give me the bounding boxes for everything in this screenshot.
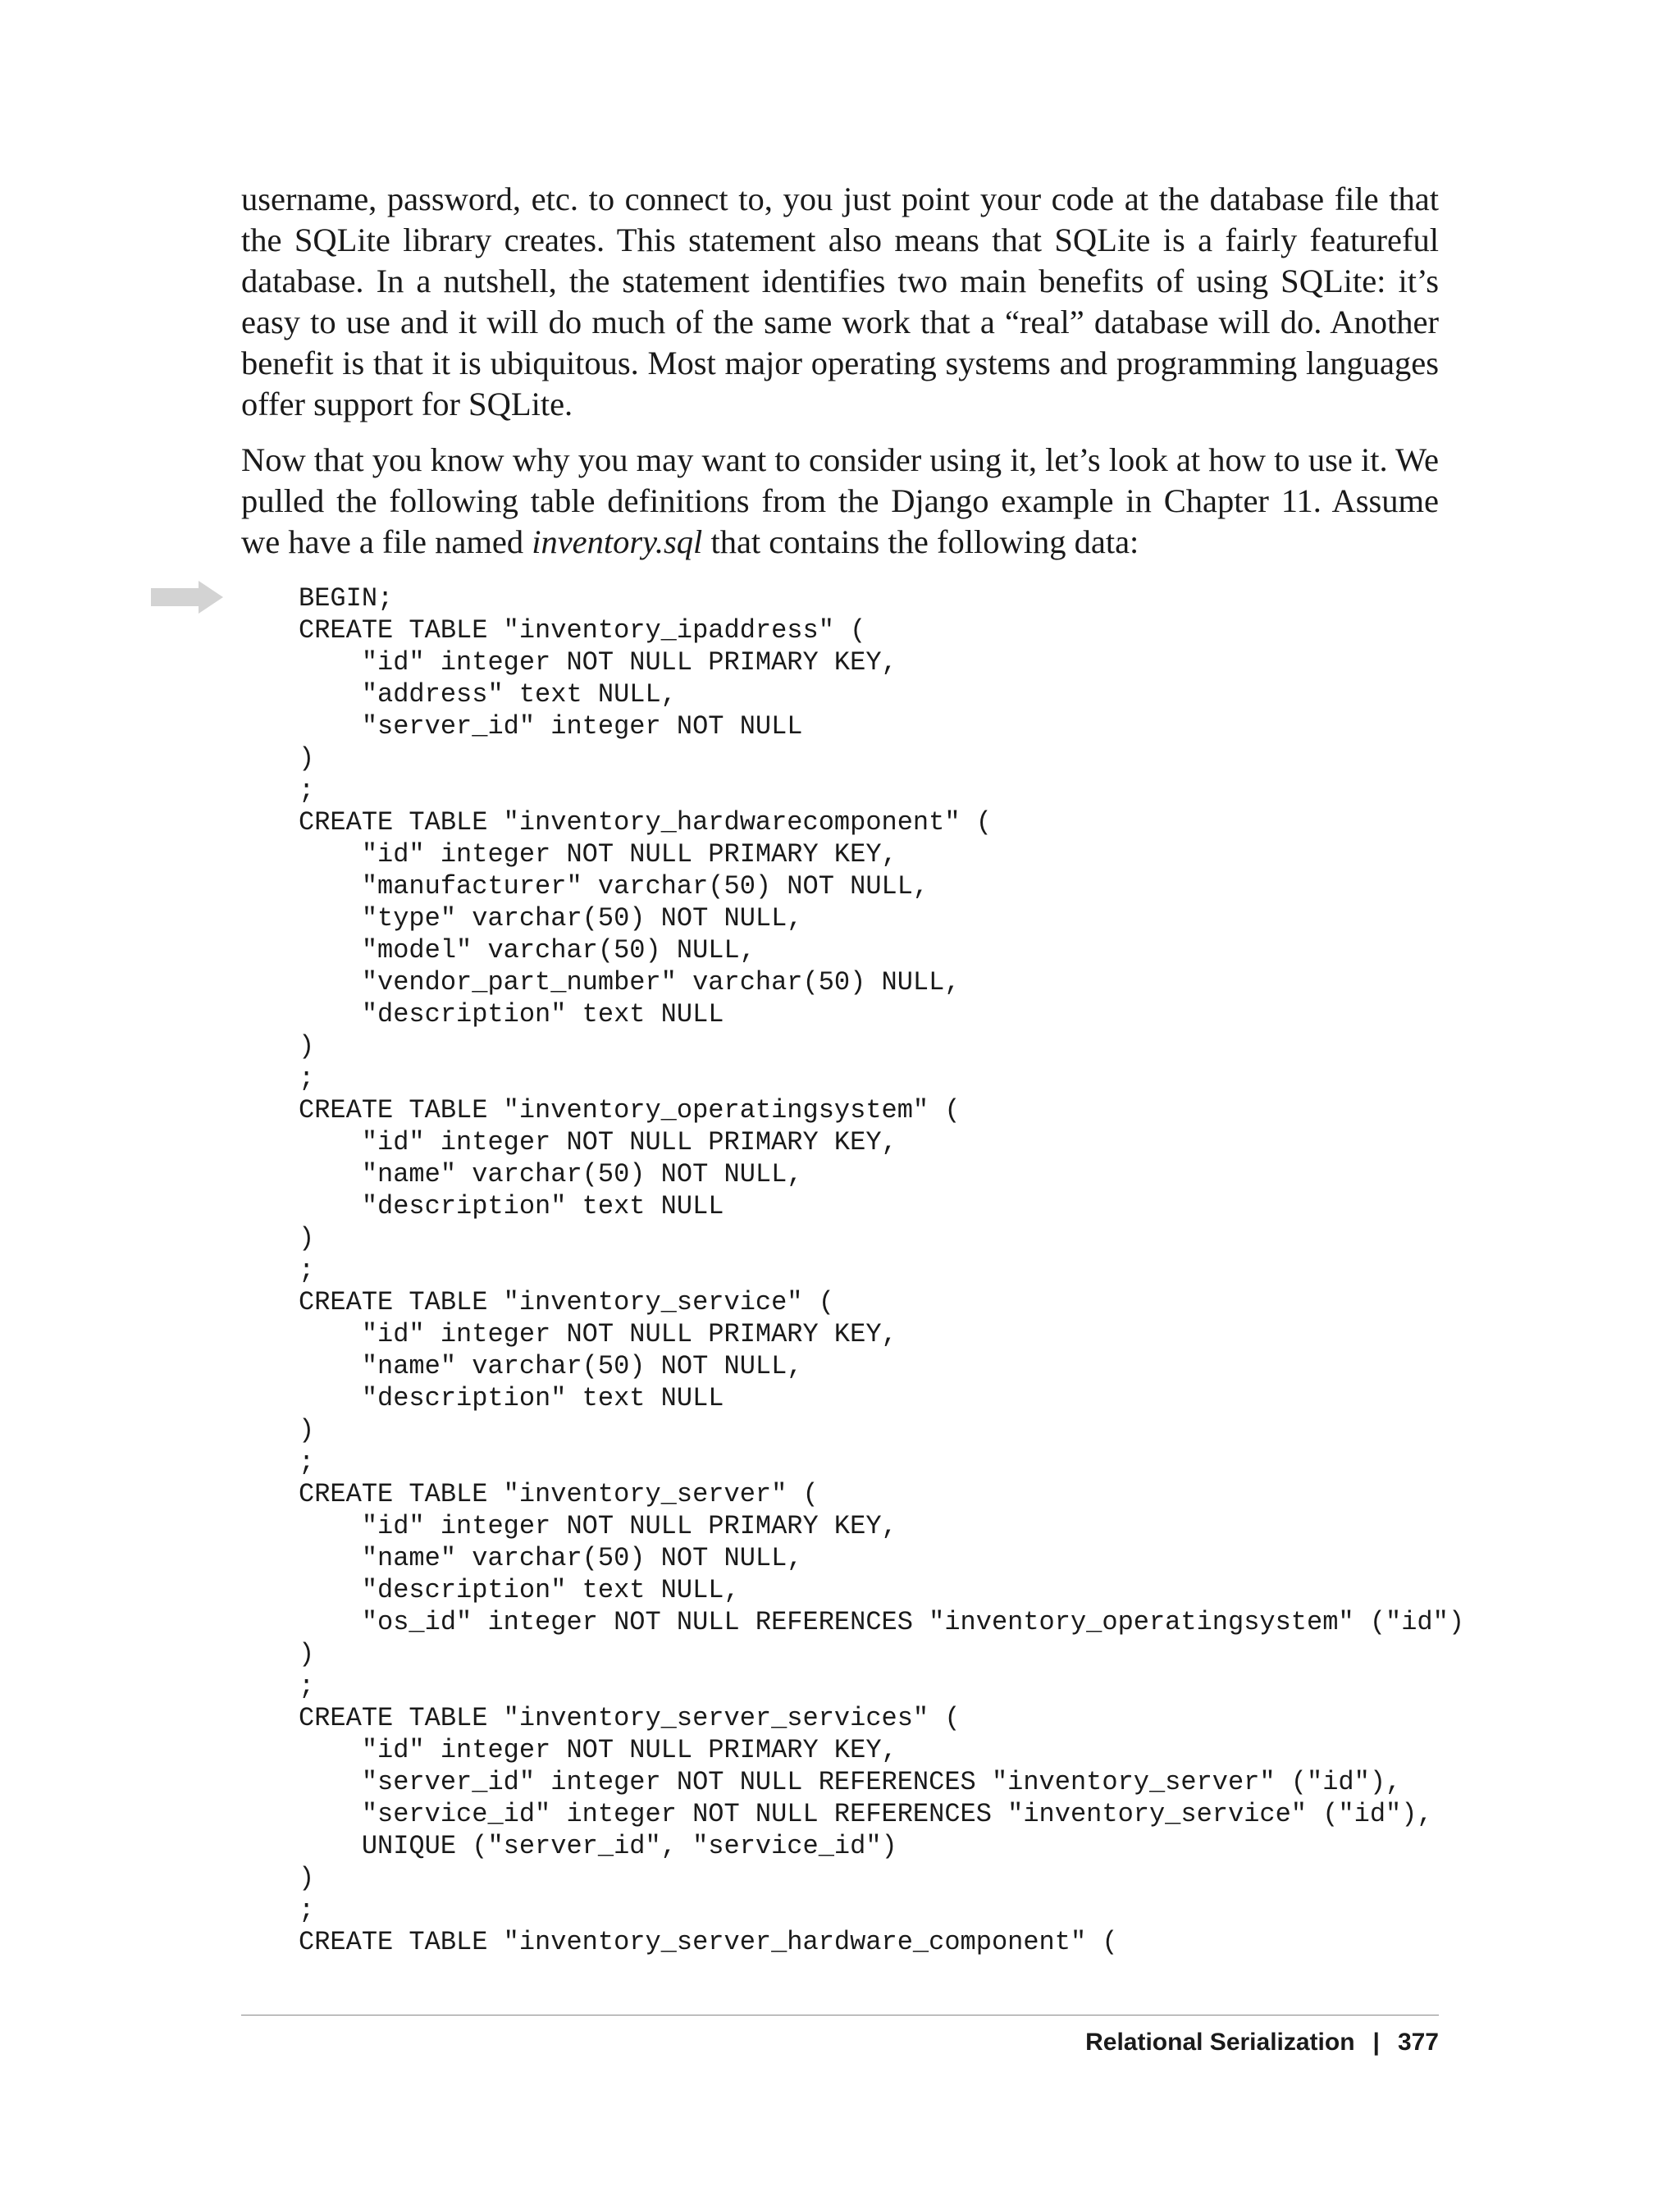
page-footer (1085, 2026, 1439, 2059)
footer-section-title: Relational Serialization (1085, 2029, 1355, 2056)
footer-rule (241, 2015, 1439, 2016)
body-paragraph-2 (241, 440, 1439, 563)
paragraph-2-text-start: Now that you know why you may want to consider using it, let’s look at how to use it. We pulled the following table definitions from the Django example in Chapter 11. Assume we have a file named (241, 441, 1439, 560)
paragraph-2-text-end: that contains the following data: (702, 523, 1139, 560)
footer-separator: | (1372, 2029, 1380, 2056)
arrow-right-icon (151, 581, 223, 614)
body-paragraph-1 (241, 179, 1439, 425)
sql-code-listing: BEGIN; CREATE TABLE "inventory_ipaddress" ( "id" integer NOT NULL PRIMARY KEY, "address" text NULL, "server_id" integer NOT NULL ) ; CREATE TABLE "inventory_hardwarecomponent" ( "id" integer NOT NULL PRIMARY KEY, "manufacturer" varchar(50) NOT NULL, "type" varchar(50) NOT NULL, "model" varchar(50) NULL, "vendor_part_number" varchar(50) NULL, "description" text NULL ) ; CREATE TABLE "inventory_operatingsystem" ( "id" integer NOT NULL PRIMARY KEY, "name" varchar(50) NOT NULL, "description" text NULL ) ; CREATE TABLE "inventory_service" ( "id" integer NOT NULL PRIMARY KEY, "name" varchar(50) NOT NULL, "description" text NULL ) ; CREATE TABLE "inventory_server" ( "id" integer NOT NULL PRIMARY KEY, "name" varchar(50) NOT NULL, "description" text NULL, "os_id" integer NOT NULL REFERENCES "inventory_operatingsystem" ("id") ) ; CREATE TABLE "inventory_server_services" ( "id" integer NOT NULL PRIMARY KEY, "server_id" integer NOT NULL REFERENCES "inventory_server" ("id"), "service_id" integer NOT NULL REFERENCES "inventory_service" ("id"), UNIQUE ("server_id", "service_id") ) ; CREATE TABLE "inventory_server_hardware_component" ( (299, 583, 1465, 1957)
paragraph-1-text: username, password, etc. to connect to, you just point your code at the database file that the SQLite library creates. This statement also means that SQLite is a fairly featureful database. In a nutshell, the statement identifies two main benefits of using SQLite: it’s easy to use and it will do much of the same work that a “real” database will do. Another benefit is that it is ubiquitous. Most major operating systems and programming languages offer support for SQLite. (241, 180, 1439, 422)
filename-inline: inventory.sql (532, 523, 703, 560)
page-number: 377 (1397, 2029, 1439, 2056)
